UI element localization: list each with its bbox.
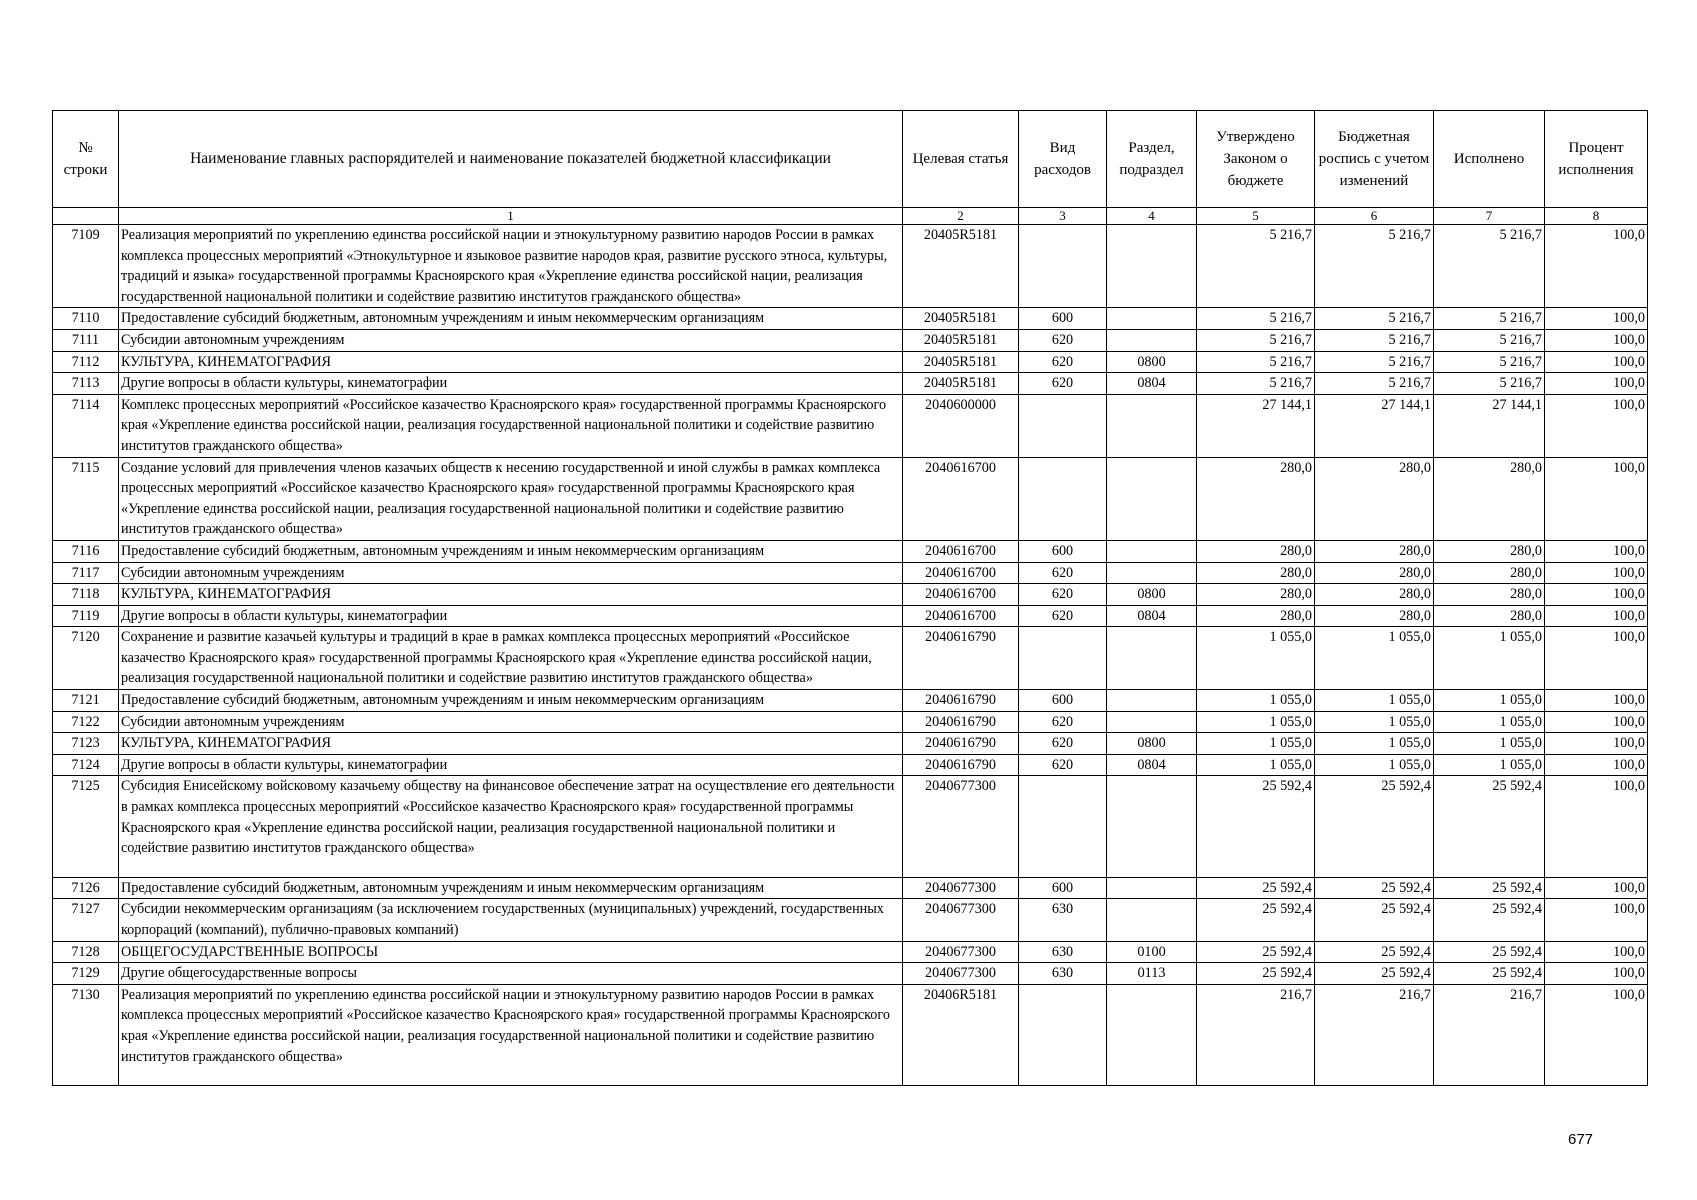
column-number: 2: [903, 208, 1019, 225]
execution-percent: 100,0: [1545, 562, 1648, 584]
row-number: 7127: [53, 899, 119, 941]
plan-amount: 5 216,7: [1315, 373, 1434, 395]
execution-percent: 100,0: [1545, 540, 1648, 562]
execution-percent: 100,0: [1545, 373, 1648, 395]
execution-percent: 100,0: [1545, 584, 1648, 606]
executed-amount: 5 216,7: [1434, 329, 1545, 351]
executed-amount: 5 216,7: [1434, 351, 1545, 373]
execution-percent: 100,0: [1545, 690, 1648, 712]
plan-amount: 25 592,4: [1315, 899, 1434, 941]
header-executed: Исполнено: [1434, 111, 1545, 208]
approved-amount: 5 216,7: [1197, 225, 1315, 308]
execution-percent: 100,0: [1545, 394, 1648, 457]
table-row: [53, 754, 1648, 776]
approved-amount: 25 592,4: [1197, 776, 1315, 877]
column-number: 3: [1019, 208, 1107, 225]
approved-amount: 216,7: [1197, 984, 1315, 1085]
approved-amount: 280,0: [1197, 540, 1315, 562]
plan-amount: 27 144,1: [1315, 394, 1434, 457]
column-number: 8: [1545, 208, 1648, 225]
row-number: 7120: [53, 627, 119, 690]
approved-amount: 280,0: [1197, 457, 1315, 540]
expense-type: 620: [1019, 584, 1107, 606]
row-number: 7122: [53, 711, 119, 733]
approved-amount: 1 055,0: [1197, 711, 1315, 733]
column-number: 1: [119, 208, 903, 225]
expense-type: 620: [1019, 711, 1107, 733]
target-article: 2040677300: [903, 877, 1019, 899]
expense-type: 620: [1019, 733, 1107, 755]
table-row: [53, 899, 1648, 941]
row-number: 7129: [53, 963, 119, 985]
executed-amount: 5 216,7: [1434, 308, 1545, 330]
section-code: 0804: [1107, 754, 1197, 776]
approved-amount: 1 055,0: [1197, 690, 1315, 712]
section-code: [1107, 711, 1197, 733]
expense-type: 620: [1019, 373, 1107, 395]
plan-amount: 280,0: [1315, 584, 1434, 606]
expense-type: 630: [1019, 941, 1107, 963]
approved-amount: 5 216,7: [1197, 373, 1315, 395]
executed-amount: 1 055,0: [1434, 711, 1545, 733]
approved-amount: 280,0: [1197, 584, 1315, 606]
plan-amount: 1 055,0: [1315, 733, 1434, 755]
expense-type: [1019, 776, 1107, 877]
page-number: 677: [1568, 1131, 1594, 1148]
section-code: 0800: [1107, 584, 1197, 606]
execution-percent: 100,0: [1545, 329, 1648, 351]
expense-type: 600: [1019, 690, 1107, 712]
approved-amount: 25 592,4: [1197, 877, 1315, 899]
table-row: [53, 329, 1648, 351]
table-row: [53, 690, 1648, 712]
expense-type: [1019, 627, 1107, 690]
section-code: 0113: [1107, 963, 1197, 985]
executed-amount: 280,0: [1434, 540, 1545, 562]
column-number: 6: [1315, 208, 1434, 225]
plan-amount: 216,7: [1315, 984, 1434, 1085]
target-article: 2040600000: [903, 394, 1019, 457]
table-row: [53, 351, 1648, 373]
table-row: [53, 941, 1648, 963]
target-article: 2040616700: [903, 562, 1019, 584]
execution-percent: 100,0: [1545, 605, 1648, 627]
table-row: [53, 225, 1648, 308]
table-row: [53, 711, 1648, 733]
approved-amount: 1 055,0: [1197, 627, 1315, 690]
execution-percent: 100,0: [1545, 457, 1648, 540]
row-name: ОБЩЕГОСУДАРСТВЕННЫЕ ВОПРОСЫ: [119, 941, 903, 963]
row-name: Другие общегосударственные вопросы: [119, 963, 903, 985]
row-number: 7114: [53, 394, 119, 457]
row-name: Сохранение и развитие казачьей культуры и традиций в крае в рамках комплекса процессных мероприятий «Российское казачество Красноярского края» государственной программы Красноярского края «Укрепление единства российской нации, реализация государственной национальной политики и содействие развитию институтов гражданского общества»: [119, 627, 903, 690]
row-number: 7115: [53, 457, 119, 540]
executed-amount: 5 216,7: [1434, 225, 1545, 308]
execution-percent: 100,0: [1545, 308, 1648, 330]
target-article: 2040677300: [903, 963, 1019, 985]
executed-amount: 25 592,4: [1434, 963, 1545, 985]
executed-amount: 280,0: [1434, 584, 1545, 606]
target-article: 2040677300: [903, 899, 1019, 941]
plan-amount: 25 592,4: [1315, 877, 1434, 899]
execution-percent: 100,0: [1545, 733, 1648, 755]
row-name: Предоставление субсидий бюджетным, автономным учреждениям и иным некоммерческим организациям: [119, 690, 903, 712]
section-code: [1107, 308, 1197, 330]
row-name: Создание условий для привлечения членов казачьих обществ к несению государственной и иной службы в рамках комплекса процессных мероприятий «Российское казачество Красноярского края» государственной программы Красноярского края «Укрепление единства российской нации, реализация государственной национальной политики и содействие развитию институтов гражданского общества»: [119, 457, 903, 540]
plan-amount: 280,0: [1315, 457, 1434, 540]
header-target-article: Целевая статья: [903, 111, 1019, 208]
row-number: 7116: [53, 540, 119, 562]
plan-amount: 25 592,4: [1315, 941, 1434, 963]
expense-type: 600: [1019, 877, 1107, 899]
target-article: 2040677300: [903, 941, 1019, 963]
table-row: [53, 605, 1648, 627]
row-number: 7126: [53, 877, 119, 899]
plan-amount: 5 216,7: [1315, 351, 1434, 373]
table-header-row: [53, 111, 1648, 208]
target-article: 20405R5181: [903, 329, 1019, 351]
table-row: [53, 562, 1648, 584]
executed-amount: 280,0: [1434, 605, 1545, 627]
executed-amount: 1 055,0: [1434, 627, 1545, 690]
plan-amount: 1 055,0: [1315, 754, 1434, 776]
header-row-number: № строки: [53, 111, 119, 208]
approved-amount: 1 055,0: [1197, 733, 1315, 755]
approved-amount: 27 144,1: [1197, 394, 1315, 457]
header-section: Раздел, подраздел: [1107, 111, 1197, 208]
budget-execution-table: [52, 110, 1648, 1086]
expense-type: [1019, 394, 1107, 457]
row-name: Субсидии автономным учреждениям: [119, 329, 903, 351]
executed-amount: 1 055,0: [1434, 733, 1545, 755]
column-number: 7: [1434, 208, 1545, 225]
table-row: [53, 984, 1648, 1085]
section-code: [1107, 562, 1197, 584]
section-code: [1107, 540, 1197, 562]
target-article: 20405R5181: [903, 373, 1019, 395]
target-article: 2040616700: [903, 540, 1019, 562]
execution-percent: 100,0: [1545, 899, 1648, 941]
header-expense-type: Вид расходов: [1019, 111, 1107, 208]
expense-type: 620: [1019, 605, 1107, 627]
approved-amount: 5 216,7: [1197, 308, 1315, 330]
table-row: [53, 394, 1648, 457]
target-article: 2040616790: [903, 754, 1019, 776]
target-article: 20406R5181: [903, 984, 1019, 1085]
plan-amount: 5 216,7: [1315, 329, 1434, 351]
target-article: 2040616700: [903, 584, 1019, 606]
plan-amount: 1 055,0: [1315, 627, 1434, 690]
row-name: Субсидии некоммерческим организациям (за исключением государственных (муниципальных) учреждений, государственных корпораций (компаний), публично-правовых компаний): [119, 899, 903, 941]
table-row: [53, 733, 1648, 755]
expense-type: 630: [1019, 899, 1107, 941]
row-name: КУЛЬТУРА, КИНЕМАТОГРАФИЯ: [119, 733, 903, 755]
approved-amount: 5 216,7: [1197, 329, 1315, 351]
row-name: Другие вопросы в области культуры, кинематографии: [119, 754, 903, 776]
table-row: [53, 627, 1648, 690]
approved-amount: 1 055,0: [1197, 754, 1315, 776]
column-number-empty: [53, 208, 119, 225]
expense-type: 620: [1019, 754, 1107, 776]
target-article: 2040616790: [903, 711, 1019, 733]
execution-percent: 100,0: [1545, 627, 1648, 690]
executed-amount: 1 055,0: [1434, 754, 1545, 776]
executed-amount: 25 592,4: [1434, 877, 1545, 899]
plan-amount: 280,0: [1315, 605, 1434, 627]
executed-amount: 25 592,4: [1434, 941, 1545, 963]
plan-amount: 280,0: [1315, 562, 1434, 584]
row-number: 7118: [53, 584, 119, 606]
plan-amount: 1 055,0: [1315, 711, 1434, 733]
expense-type: 620: [1019, 351, 1107, 373]
row-name: Другие вопросы в области культуры, кинематографии: [119, 605, 903, 627]
target-article: 20405R5181: [903, 225, 1019, 308]
expense-type: 600: [1019, 308, 1107, 330]
header-name: Наименование главных распорядителей и наименование показателей бюджетной классификации: [119, 111, 903, 208]
expense-type: 620: [1019, 562, 1107, 584]
execution-percent: 100,0: [1545, 877, 1648, 899]
target-article: 2040616700: [903, 605, 1019, 627]
plan-amount: 25 592,4: [1315, 963, 1434, 985]
table-row: [53, 540, 1648, 562]
plan-amount: 280,0: [1315, 540, 1434, 562]
approved-amount: 280,0: [1197, 562, 1315, 584]
row-name: Предоставление субсидий бюджетным, автономным учреждениям и иным некоммерческим организациям: [119, 877, 903, 899]
row-name: Комплекс процессных мероприятий «Российское казачество Красноярского края» государственной программы Красноярского края «Укрепление единства российской нации, реализация государственной национальной политики и содействие развитию институтов гражданского общества»: [119, 394, 903, 457]
column-number: 5: [1197, 208, 1315, 225]
section-code: 0800: [1107, 351, 1197, 373]
section-code: [1107, 225, 1197, 308]
section-code: [1107, 877, 1197, 899]
execution-percent: 100,0: [1545, 225, 1648, 308]
approved-amount: 25 592,4: [1197, 963, 1315, 985]
row-number: 7109: [53, 225, 119, 308]
row-number: 7117: [53, 562, 119, 584]
table-row: [53, 373, 1648, 395]
expense-type: [1019, 457, 1107, 540]
table-row: [53, 963, 1648, 985]
target-article: 20405R5181: [903, 351, 1019, 373]
section-code: [1107, 329, 1197, 351]
header-budget-plan: Бюджетная роспись с учетом изменений: [1315, 111, 1434, 208]
row-name: КУЛЬТУРА, КИНЕМАТОГРАФИЯ: [119, 351, 903, 373]
plan-amount: 5 216,7: [1315, 225, 1434, 308]
section-code: 0804: [1107, 605, 1197, 627]
expense-type: 630: [1019, 963, 1107, 985]
row-number: 7123: [53, 733, 119, 755]
section-code: 0804: [1107, 373, 1197, 395]
expense-type: 620: [1019, 329, 1107, 351]
row-name: Реализация мероприятий по укреплению единства российской нации и этнокультурному развитию народов России в рамках комплекса процессных мероприятий «Российское казачество Красноярского края» государственной программы Красноярского края «Укрепление единства российской нации, реализация государственной национальной политики и содействие развитию институтов гражданского общества»: [119, 984, 903, 1085]
table-row: [53, 877, 1648, 899]
execution-percent: 100,0: [1545, 941, 1648, 963]
row-name: Субсидия Енисейскому войсковому казачьему обществу на финансовое обеспечение затрат на осуществление его деятельности в рамках комплекса процессных мероприятий «Российское казачество Красноярского края» государственной программы Красноярского края «Укрепление единства российской нации, реализация государственной национальной политики и содействие развитию институтов гражданского общества»: [119, 776, 903, 877]
expense-type: [1019, 984, 1107, 1085]
row-number: 7113: [53, 373, 119, 395]
row-number: 7121: [53, 690, 119, 712]
plan-amount: 5 216,7: [1315, 308, 1434, 330]
header-percent: Процент исполнения: [1545, 111, 1648, 208]
target-article: 2040616790: [903, 733, 1019, 755]
approved-amount: 25 592,4: [1197, 899, 1315, 941]
column-number-row: [53, 208, 1648, 225]
execution-percent: 100,0: [1545, 984, 1648, 1085]
table-row: [53, 457, 1648, 540]
section-code: [1107, 776, 1197, 877]
column-number: 4: [1107, 208, 1197, 225]
section-code: 0800: [1107, 733, 1197, 755]
table-row: [53, 308, 1648, 330]
executed-amount: 5 216,7: [1434, 373, 1545, 395]
target-article: 2040616790: [903, 690, 1019, 712]
row-number: 7125: [53, 776, 119, 877]
row-name: Предоставление субсидий бюджетным, автономным учреждениям и иным некоммерческим организациям: [119, 540, 903, 562]
section-code: [1107, 627, 1197, 690]
approved-amount: 280,0: [1197, 605, 1315, 627]
section-code: [1107, 690, 1197, 712]
execution-percent: 100,0: [1545, 711, 1648, 733]
row-number: 7128: [53, 941, 119, 963]
executed-amount: 280,0: [1434, 457, 1545, 540]
row-name: Субсидии автономным учреждениям: [119, 562, 903, 584]
row-name: КУЛЬТУРА, КИНЕМАТОГРАФИЯ: [119, 584, 903, 606]
row-number: 7110: [53, 308, 119, 330]
target-article: 20405R5181: [903, 308, 1019, 330]
executed-amount: 27 144,1: [1434, 394, 1545, 457]
section-code: [1107, 984, 1197, 1085]
table-row: [53, 584, 1648, 606]
target-article: 2040616700: [903, 457, 1019, 540]
plan-amount: 1 055,0: [1315, 690, 1434, 712]
section-code: [1107, 394, 1197, 457]
row-name: Субсидии автономным учреждениям: [119, 711, 903, 733]
row-number: 7111: [53, 329, 119, 351]
table-row: [53, 776, 1648, 877]
section-code: 0100: [1107, 941, 1197, 963]
execution-percent: 100,0: [1545, 754, 1648, 776]
executed-amount: 280,0: [1434, 562, 1545, 584]
plan-amount: 25 592,4: [1315, 776, 1434, 877]
row-number: 7119: [53, 605, 119, 627]
row-name: Реализация мероприятий по укреплению единства российской нации и этнокультурному развитию народов России в рамках комплекса процессных мероприятий «Этнокультурное и языковое развитие народов края, развитие русского этноса, культуры, традиций и языка» государственной программы Красноярского края «Укрепление единства российской нации, реализация государственной национальной политики и содействие развитию институтов гражданского общества»: [119, 225, 903, 308]
execution-percent: 100,0: [1545, 351, 1648, 373]
header-approved: Утверждено Законом о бюджете: [1197, 111, 1315, 208]
executed-amount: 25 592,4: [1434, 899, 1545, 941]
executed-amount: 216,7: [1434, 984, 1545, 1085]
execution-percent: 100,0: [1545, 963, 1648, 985]
approved-amount: 25 592,4: [1197, 941, 1315, 963]
executed-amount: 1 055,0: [1434, 690, 1545, 712]
executed-amount: 25 592,4: [1434, 776, 1545, 877]
section-code: [1107, 457, 1197, 540]
row-name: Другие вопросы в области культуры, кинематографии: [119, 373, 903, 395]
row-name: Предоставление субсидий бюджетным, автономным учреждениям и иным некоммерческим организациям: [119, 308, 903, 330]
row-number: 7130: [53, 984, 119, 1085]
target-article: 2040677300: [903, 776, 1019, 877]
approved-amount: 5 216,7: [1197, 351, 1315, 373]
expense-type: 600: [1019, 540, 1107, 562]
execution-percent: 100,0: [1545, 776, 1648, 877]
table-body: [53, 225, 1648, 1086]
section-code: [1107, 899, 1197, 941]
target-article: 2040616790: [903, 627, 1019, 690]
expense-type: [1019, 225, 1107, 308]
row-number: 7112: [53, 351, 119, 373]
row-number: 7124: [53, 754, 119, 776]
